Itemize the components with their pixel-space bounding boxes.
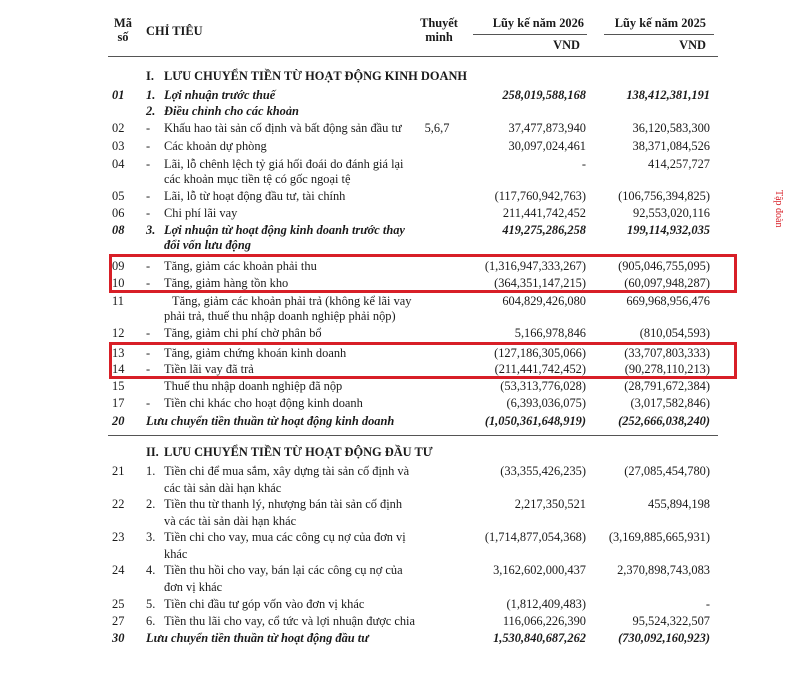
col-2025-header: Lũy kế năm 2025: [614, 16, 706, 30]
value-2026: (364,351,147,215): [494, 276, 586, 290]
row-label: Tiền thu hồi cho vay, bán lại các công cụ nợ của: [164, 563, 403, 577]
row-number: 2.: [146, 104, 156, 118]
value-2026: 3,162,602,000,437: [493, 563, 586, 577]
row-label: Tiền chi cho vay, mua các công cụ nợ của đơn vị: [164, 530, 406, 544]
value-2025: 455,894,198: [648, 497, 710, 511]
row-number: 4.: [146, 563, 156, 577]
row-code: 04: [112, 157, 125, 171]
value-2025: (106,756,394,825): [618, 189, 710, 203]
header-bottom-rule: [108, 56, 718, 57]
value-2026: (211,441,742,452): [494, 362, 586, 376]
row-number: 6.: [146, 614, 156, 628]
row-code: 20: [112, 414, 125, 428]
row-code: 24: [112, 563, 125, 577]
row-label: Lưu chuyển tiền thuần từ hoạt động kinh doanh: [146, 414, 395, 428]
section-divider: [108, 435, 718, 436]
row-label: Điều chỉnh cho các khoản: [164, 104, 299, 118]
value-2025: (90,278,110,213): [624, 362, 710, 376]
row-code: 06: [112, 206, 125, 220]
row-number: -: [146, 189, 151, 203]
row-code: 25: [112, 597, 125, 611]
row-number: -: [146, 396, 151, 410]
value-2025: (252,666,038,240): [618, 414, 710, 428]
value-2025: (905,046,755,095): [618, 259, 710, 273]
value-2025: 199,114,932,035: [627, 223, 710, 237]
note-header-line2: minh: [425, 30, 453, 44]
section-number: I.: [146, 69, 154, 83]
value-2026: 258,019,588,168: [502, 88, 586, 102]
value-2025: (3,017,582,846): [630, 396, 710, 410]
row-number: 3.: [146, 530, 156, 544]
row-label-continued: phải trả, thuế thu nhập doanh nghiệp phải nộp): [164, 309, 396, 323]
row-label: Lợi nhuận trước thuế: [164, 88, 276, 102]
row-label: Tiền chi đầu tư góp vốn vào đơn vị khác: [164, 597, 365, 611]
row-code: 09: [112, 259, 125, 273]
row-number: 1.: [146, 88, 156, 102]
row-number: -: [146, 206, 151, 220]
row-code: 15: [112, 379, 125, 393]
value-2025: (730,092,160,923): [618, 631, 710, 645]
row-code: 10: [112, 276, 125, 290]
row-code: 08: [112, 223, 125, 237]
row-number: -: [146, 362, 151, 376]
row-code: 05: [112, 189, 125, 203]
value-2025: 95,524,322,507: [632, 614, 710, 628]
row-number: 2.: [146, 497, 156, 511]
row-label: Tiền thu từ thanh lý, nhượng bán tài sản cố định: [164, 497, 403, 511]
row-label: Tiền thu lãi cho vay, cổ tức và lợi nhuận được chia: [164, 614, 416, 628]
unit-2026: VND: [553, 38, 580, 52]
header-divider-2025: [604, 34, 714, 35]
row-number: -: [146, 139, 151, 153]
value-2026: 1,530,840,687,262: [493, 631, 586, 645]
row-code: 17: [112, 396, 125, 410]
value-2025: 38,371,084,526: [632, 139, 710, 153]
row-code: 12: [112, 326, 125, 340]
row-code: 21: [112, 464, 125, 478]
margin-annotation: Tập đoàn: [773, 190, 784, 228]
row-code: 03: [112, 139, 125, 153]
row-code: 14: [112, 362, 125, 376]
value-2026: (1,050,361,648,919): [484, 414, 586, 428]
row-code: 30: [112, 631, 125, 645]
value-2025: 414,257,727: [648, 157, 710, 171]
code-header: [112, 16, 134, 44]
value-2026: (1,316,947,333,267): [484, 259, 586, 273]
row-number: -: [146, 121, 151, 135]
value-2025: 36,120,583,300: [632, 121, 710, 135]
value-2026: 211,441,742,452: [502, 206, 586, 220]
value-2025: (28,791,672,384): [624, 379, 710, 393]
value-2026: 2,217,350,521: [514, 497, 586, 511]
row-label: Tăng, giảm chứng khoán kinh doanh: [164, 346, 347, 360]
row-code: 23: [112, 530, 125, 544]
section-number: II.: [146, 445, 159, 459]
row-label-continued: khác: [164, 547, 188, 561]
value-2026: 30,097,024,461: [508, 139, 586, 153]
row-code: 02: [112, 121, 125, 135]
value-2026: (1,714,877,054,368): [484, 530, 586, 544]
value-2025: 138,412,381,191: [626, 88, 710, 102]
value-2026: 5,166,978,846: [514, 326, 586, 340]
row-label: Tăng, giảm hàng tồn kho: [164, 276, 289, 290]
row-code: 13: [112, 346, 125, 360]
row-label: Lãi, lỗ từ hoạt động đầu tư, tài chính: [164, 189, 346, 203]
value-2025: 669,968,956,476: [626, 294, 710, 308]
row-note: 5,6,7: [424, 121, 450, 135]
row-code: 27: [112, 614, 125, 628]
row-label-continued: các khoản mục tiền tệ có gốc ngoại tệ: [164, 172, 351, 186]
indicator-header: CHỈ TIÊU: [146, 24, 203, 38]
value-2025: -: [705, 597, 710, 611]
unit-2025: VND: [679, 38, 706, 52]
value-2025: (3,169,885,665,931): [608, 530, 710, 544]
row-label-continued: đổi vốn lưu động: [164, 238, 251, 252]
value-2026: 604,829,426,080: [502, 294, 586, 308]
row-label-continued: đơn vị khác: [164, 580, 223, 594]
row-label: Khấu hao tài sản cố định và bất động sản đầu tư: [164, 121, 402, 135]
row-number: 3.: [146, 223, 156, 237]
row-label: Tiền lãi vay đã trả: [164, 362, 254, 376]
value-2025: (27,085,454,780): [624, 464, 710, 478]
highlight-box-securities-interest: [109, 342, 737, 379]
row-label: Tiền chi khác cho hoạt động kinh doanh: [164, 396, 363, 410]
row-number: -: [146, 259, 151, 273]
value-2026: 37,477,873,940: [508, 121, 586, 135]
value-2025: 92,553,020,116: [633, 206, 710, 220]
row-label: Chi phí lãi vay: [164, 206, 238, 220]
row-label: Tăng, giảm các khoản phải thu: [164, 259, 317, 273]
note-header: [414, 16, 464, 44]
row-number: 1.: [146, 464, 156, 478]
code-header-line2: số: [117, 30, 129, 44]
value-2026: (1,812,409,483): [506, 597, 586, 611]
row-label: Lợi nhuận từ hoạt động kinh doanh trước thay: [164, 223, 405, 237]
section-title: LƯU CHUYỂN TIỀN TỪ HOẠT ĐỘNG KINH DOANH: [164, 69, 468, 83]
row-number: -: [146, 276, 151, 290]
row-code: 22: [112, 497, 125, 511]
highlight-box-receivables-inventory: [109, 254, 737, 293]
row-label-continued: và các tài sản dài hạn khác: [164, 514, 297, 528]
row-label: Tăng, giảm chi phí chờ phân bổ: [164, 326, 322, 340]
col-2026-header: Lũy kế năm 2026: [492, 16, 584, 30]
value-2026: (53,313,776,028): [500, 379, 586, 393]
row-label: Lưu chuyển tiền thuần từ hoạt động đầu tư: [146, 631, 369, 645]
row-label: Các khoản dự phòng: [164, 139, 267, 153]
value-2026: (117,760,942,763): [494, 189, 586, 203]
row-number: -: [146, 326, 151, 340]
row-code: 01: [112, 88, 125, 102]
row-number: 5.: [146, 597, 156, 611]
value-2026: 116,066,226,390: [502, 614, 586, 628]
row-label: Lãi, lỗ chênh lệch tỷ giá hối đoái do đánh giá lại: [164, 157, 404, 171]
row-label: Tiền chi để mua sắm, xây dựng tài sản cố định và: [164, 464, 410, 478]
row-number: -: [146, 157, 151, 171]
value-2026: -: [581, 157, 586, 171]
section-title: LƯU CHUYỂN TIỀN TỪ HOẠT ĐỘNG ĐẦU TƯ: [164, 445, 433, 459]
value-2025: (33,707,803,333): [624, 346, 710, 360]
value-2026: 419,275,286,258: [502, 223, 586, 237]
code-header-line1: Mã: [114, 16, 132, 30]
value-2025: (810,054,593): [639, 326, 710, 340]
row-label-continued: các tài sản dài hạn khác: [164, 481, 282, 495]
value-2026: (33,355,426,235): [500, 464, 586, 478]
value-2026: (127,186,305,066): [494, 346, 586, 360]
value-2025: (60,097,948,287): [624, 276, 710, 290]
row-label: Tăng, giảm các khoản phải trả (không kể lãi vay: [172, 294, 412, 308]
note-header-line1: Thuyết: [420, 16, 458, 30]
value-2025: 2,370,898,743,083: [617, 563, 710, 577]
row-code: 11: [112, 294, 124, 308]
row-number: -: [146, 346, 151, 360]
header-divider-2026: [473, 34, 587, 35]
value-2026: (6,393,036,075): [506, 396, 586, 410]
row-label: Thuế thu nhập doanh nghiệp đã nộp: [164, 379, 343, 393]
